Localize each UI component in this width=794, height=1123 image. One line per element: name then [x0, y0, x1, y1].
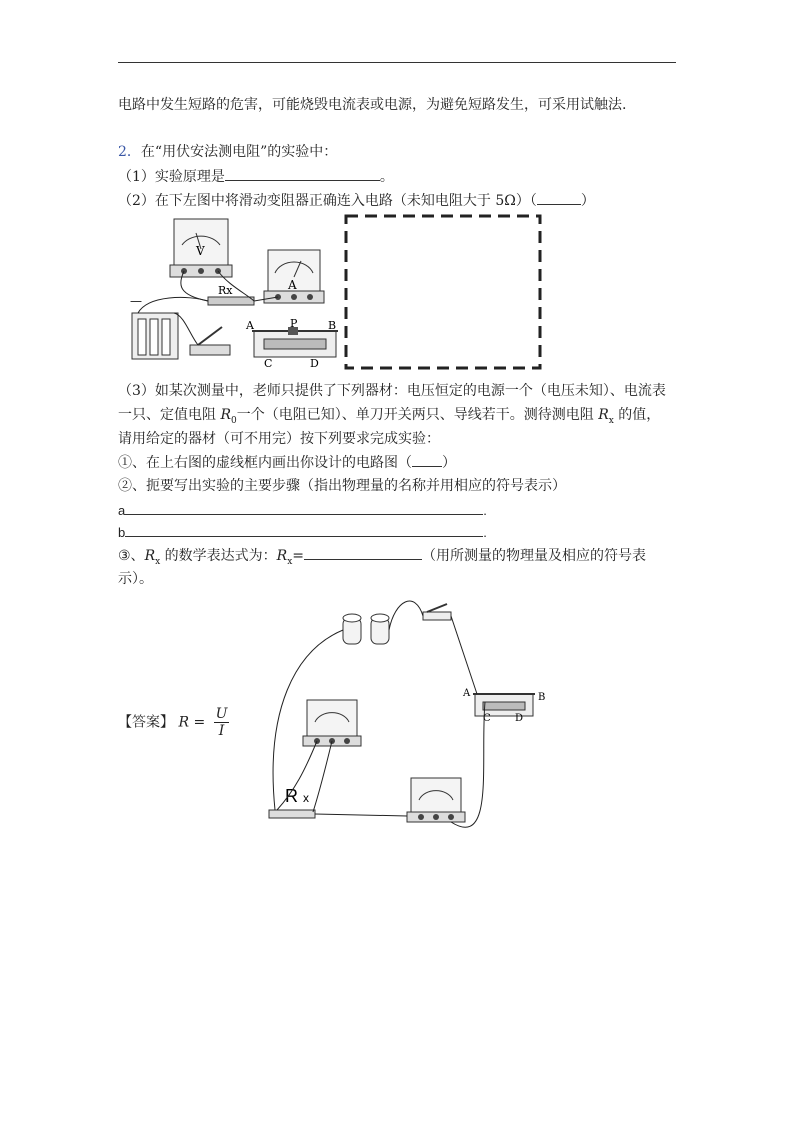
part1-text: （1）实验原理是 [118, 169, 225, 185]
step2 [118, 476, 566, 496]
part3-text2a: 一只、定值电阻 [118, 407, 221, 423]
rx-sub: x [287, 556, 293, 567]
switch-icon [423, 604, 451, 620]
period: . [483, 503, 487, 518]
v-label: V [196, 244, 205, 258]
part3-text2c: 的值， [613, 407, 661, 423]
step3-suffix: （用所测量的物理量及相应的符号表 [422, 548, 646, 564]
step-b-blank[interactable] [125, 522, 483, 537]
part3-text2b: 一个（电阻已知）、单刀开关两只、导线若干。测待测电阻 [236, 407, 599, 423]
terminal-a: A [246, 319, 254, 332]
a-marker: a [118, 503, 126, 518]
paren-close: ） [442, 455, 456, 471]
step3-marker: ③、 [118, 548, 145, 564]
rx-sub: x [155, 556, 161, 567]
resistor-icon [269, 810, 315, 818]
terminal-b: B [538, 692, 546, 703]
part1 [118, 166, 394, 187]
part2-text: （2）在下左图中将滑动变阻器正确连入电路（未知电阻大于 5Ω）（ [118, 193, 537, 209]
rx-label: Rx [218, 284, 233, 297]
question-title [118, 142, 337, 162]
step3-text: 的数学表达式为： [160, 548, 277, 564]
terminal-b: B [328, 319, 337, 332]
terminal-d: D [515, 713, 524, 724]
part2 [118, 190, 595, 211]
top-text: 电路中发生短路的危害，可能烧毁电流表或电源，为避免短路发生，可采用试触法. [118, 97, 627, 113]
denominator: I [218, 723, 225, 739]
answer [118, 706, 229, 739]
switch-icon [190, 327, 230, 355]
step-b [118, 522, 487, 543]
ammeter-icon [407, 778, 465, 822]
part3-line1 [118, 381, 666, 401]
rheostat-icon [252, 327, 338, 357]
answer-circuit-figure [255, 590, 555, 845]
equals: = [292, 548, 304, 564]
question-number: 2． [118, 144, 141, 160]
rx-sub-label: x [303, 791, 309, 805]
step1-blank[interactable] [412, 452, 442, 467]
ammeter-icon [264, 250, 324, 303]
step3-line2 [118, 569, 153, 589]
resistor-icon [208, 297, 254, 305]
rx-sub: x [608, 415, 614, 426]
principle-blank[interactable] [225, 166, 380, 181]
step3 [118, 545, 646, 572]
minus-label: — [130, 294, 142, 308]
terminal-d: D [310, 357, 319, 370]
step-a [118, 500, 487, 521]
step-a-blank[interactable] [125, 500, 483, 515]
r0-sub: 0 [231, 415, 237, 426]
numerator: U [215, 706, 228, 722]
title-text: 在“用伏安法测电阻”的实验中： [140, 144, 338, 160]
terminal-p: P [290, 317, 298, 330]
battery-icon [343, 614, 389, 644]
continued-text [118, 95, 626, 115]
step2-text: ②、扼要写出实验的主要步骤（指出物理量的名称并用相应的符号表示） [118, 478, 566, 494]
dashed-drawing-frame[interactable] [344, 214, 544, 372]
r0-symbol: R [220, 407, 231, 423]
part2-blank[interactable] [537, 190, 581, 205]
formula-left: R = [178, 714, 206, 731]
answer-label: 【答案】 [118, 714, 174, 731]
part3-text1: （3）如某次测量中，老师只提供了下列器材：电压恒定的电源一个（电压未知）、电流表 [118, 383, 666, 399]
rx-big-label: R [285, 786, 298, 806]
part3-line3 [118, 429, 440, 449]
battery-icon [132, 313, 178, 359]
expression-blank[interactable] [304, 545, 422, 560]
top-rule [118, 62, 676, 63]
terminal-c: C [264, 357, 273, 370]
part3-text3: 请用给定的器材（可不用完）按下列要求完成实验： [118, 431, 440, 447]
step1-text: ①、在上右图的虚线框内画出你设计的电路图（ [118, 455, 412, 471]
b-marker: b [118, 525, 126, 540]
rx-symbol: R [144, 548, 156, 564]
rx-symbol: R [598, 407, 609, 423]
step1 [118, 452, 456, 473]
period: . [483, 525, 487, 540]
terminal-c: C [483, 713, 491, 724]
a-label: A [288, 278, 297, 292]
circuit-figure-left [118, 215, 343, 375]
period: 。 [379, 169, 394, 185]
rx-symbol: R [276, 548, 288, 564]
step3-text2: 示）。 [118, 571, 153, 587]
part3-line2 [118, 405, 660, 431]
fraction [214, 706, 230, 739]
paren-close: ） [580, 193, 595, 209]
terminal-a: A [463, 688, 471, 699]
voltmeter-icon [303, 700, 361, 746]
